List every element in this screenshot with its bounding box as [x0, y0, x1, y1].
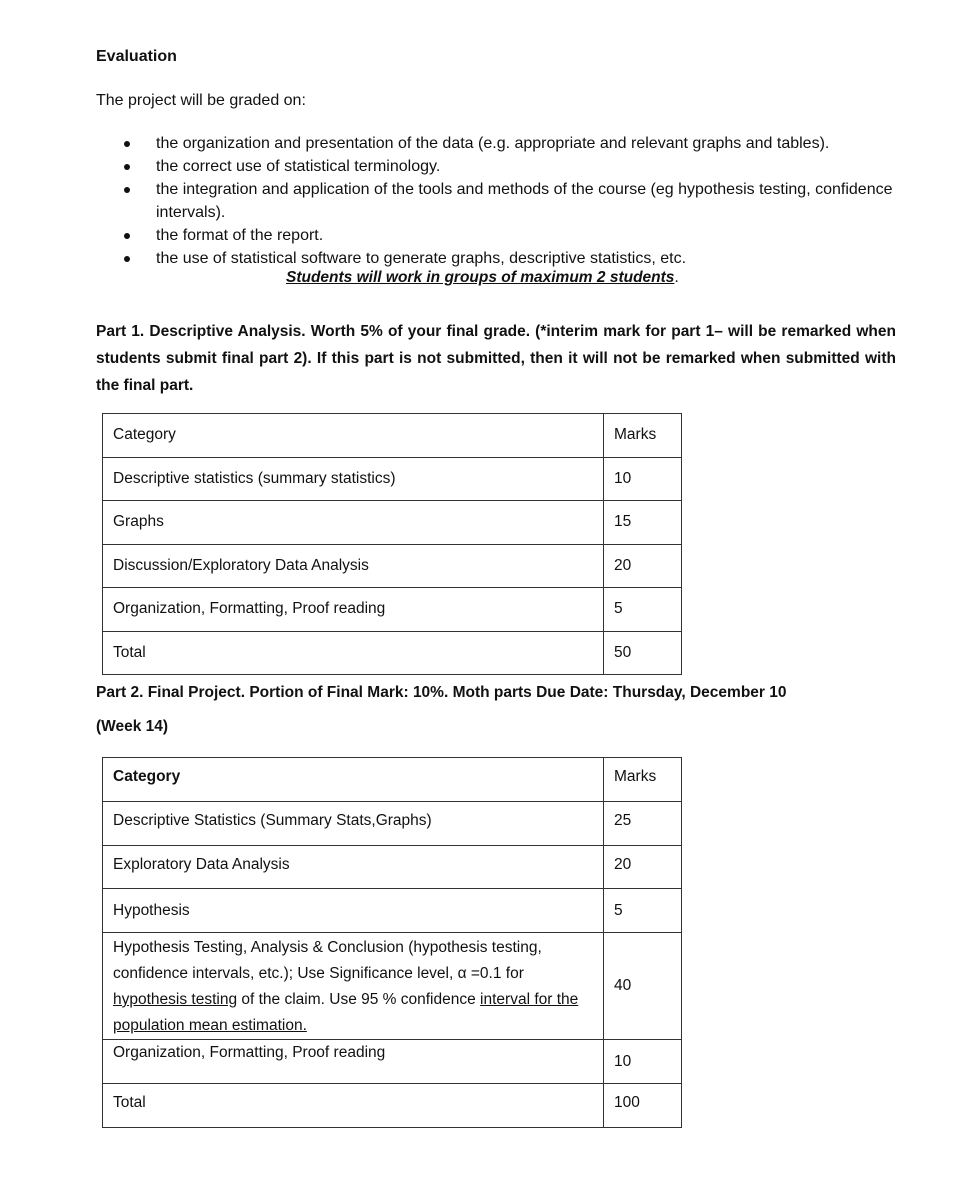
- category-header: Category: [103, 414, 604, 458]
- category-cell: Hypothesis Testing, Analysis & Conclusion (hypothesis testing, confidence intervals, etc.); Use Significance level, α =0.1 for hypothesis testing of the claim. Use 95 % confidence interval for the population mean estimation.: [103, 933, 604, 1040]
- bullet-icon: [124, 233, 130, 239]
- table-row: [103, 933, 682, 1040]
- table-row: [103, 802, 682, 846]
- table-row: [103, 1040, 682, 1084]
- groups-note: Students will work in groups of maximum 2 students.: [286, 269, 679, 286]
- marks-cell: 10: [604, 1040, 682, 1084]
- category-cell: Organization, Formatting, Proof reading: [103, 1040, 604, 1084]
- category-cell: Graphs: [103, 501, 604, 545]
- category-cell: Exploratory Data Analysis: [103, 846, 604, 889]
- table-row: [103, 889, 682, 933]
- total-marks: 100: [604, 1084, 682, 1128]
- marks-cell: 40: [604, 933, 682, 1040]
- marks-header: Marks: [604, 414, 682, 458]
- table-header-row: [103, 758, 682, 802]
- evaluation-heading: Evaluation: [96, 48, 177, 65]
- marks-cell: 25: [604, 802, 682, 846]
- table-row: [103, 544, 682, 588]
- list-item: the use of statistical software to generate graphs, descriptive statistics, etc.: [118, 247, 898, 270]
- list-item: the integration and application of the tools and methods of the course (eg hypothesis testing, confidence intervals).: [118, 178, 898, 224]
- part2-marks-table: [102, 757, 682, 1128]
- table-total-row: [103, 1084, 682, 1128]
- part1-description: Part 1. Descriptive Analysis. Worth 5% of your final grade. (*interim mark for part 1– will be remarked when students submit final part 2). If this part is not submitted, then it will not be remarked when submitted with the final part.: [96, 323, 896, 394]
- category-cell: Descriptive Statistics (Summary Stats,Graphs): [103, 802, 604, 846]
- table-row: [103, 457, 682, 501]
- part2-description-line2: (Week 14): [96, 718, 169, 735]
- table-total-row: [103, 631, 682, 675]
- total-label: Total: [103, 1084, 604, 1128]
- table-row: [103, 501, 682, 545]
- underlined-text: interval for the population mean estimation.: [113, 991, 579, 1034]
- list-item: the format of the report.: [118, 224, 898, 247]
- marks-cell: 20: [604, 846, 682, 889]
- table-header-row: [103, 414, 682, 458]
- part2-description: [96, 676, 896, 744]
- bullet-icon: [124, 141, 130, 147]
- marks-header: Marks: [604, 758, 682, 802]
- category-cell: Discussion/Exploratory Data Analysis: [103, 544, 604, 588]
- criteria-list: [118, 132, 898, 270]
- list-item: the organization and presentation of the data (e.g. appropriate and relevant graphs and tables).: [118, 132, 898, 155]
- category-cell: Organization, Formatting, Proof reading: [103, 588, 604, 632]
- marks-cell: 10: [604, 457, 682, 501]
- bullet-icon: [124, 164, 130, 170]
- list-item: the correct use of statistical terminology.: [118, 155, 898, 178]
- marks-cell: 15: [604, 501, 682, 545]
- part1-marks-table: [102, 413, 682, 675]
- marks-cell: 5: [604, 889, 682, 933]
- category-header: Category: [103, 758, 604, 802]
- category-cell: Hypothesis: [103, 889, 604, 933]
- marks-cell: 5: [604, 588, 682, 632]
- bullet-icon: [124, 187, 130, 193]
- total-label: Total: [103, 631, 604, 675]
- part2-description-line1: Part 2. Final Project. Portion of Final Mark: 10%. Moth parts Due Date: Thursday, December 10: [96, 684, 787, 701]
- category-cell: Descriptive statistics (summary statistics): [103, 457, 604, 501]
- marks-cell: 20: [604, 544, 682, 588]
- underlined-text: hypothesis testing: [113, 991, 238, 1008]
- evaluation-intro: The project will be graded on:: [96, 92, 306, 109]
- table-row: [103, 846, 682, 889]
- table-row: [103, 588, 682, 632]
- bullet-icon: [124, 256, 130, 262]
- total-marks: 50: [604, 631, 682, 675]
